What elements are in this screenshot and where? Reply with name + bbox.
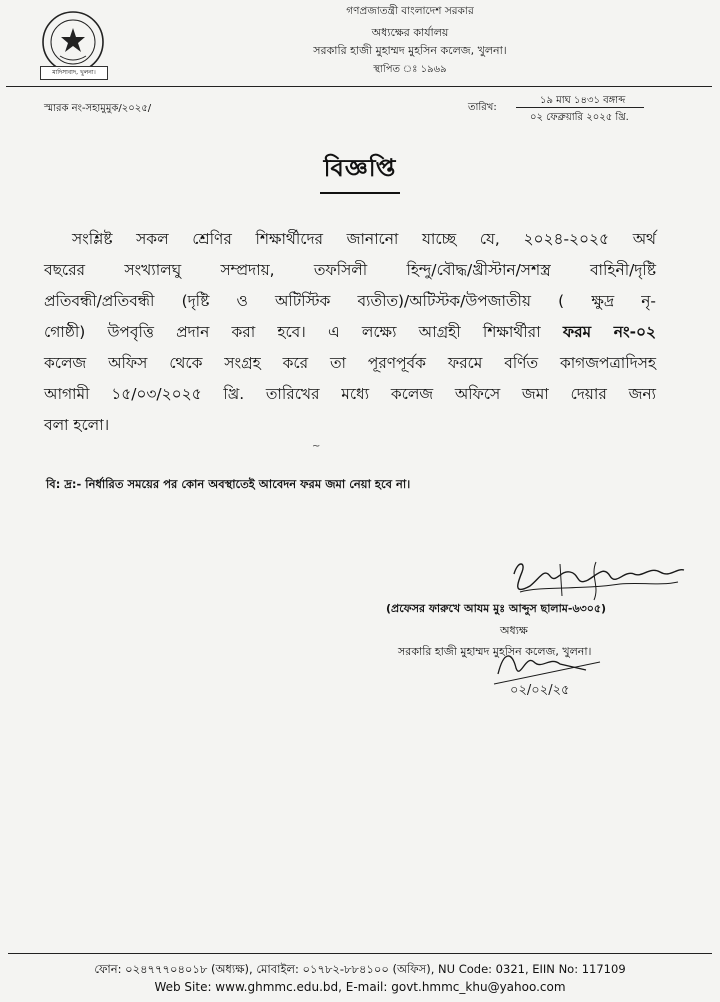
- date-label: তারিখ:: [468, 102, 497, 113]
- header-divider: [6, 86, 712, 87]
- principal-role: অধ্যক্ষ: [500, 624, 528, 637]
- footer-web: Web Site: www.ghmmc.edu.bd, E-mail: govt.hmmc_khu@yahoo.com: [154, 980, 566, 994]
- body-line-text: গোষ্ঠী) উপবৃত্তি প্রদান করা হবে। এ লক্ষ্যে আগ্রহী শিক্ষার্থীরা: [44, 323, 541, 341]
- memo-reference: স্মারক নং-সহামুমুক/২০২৫/: [44, 103, 152, 114]
- body-line: [44, 317, 656, 348]
- body-line: কলেজ অফিস থেকে সংগ্রহ করে তা পূরণপূর্বক ফরমে বর্ণিত কাগজপত্রাদিসহ: [44, 354, 656, 372]
- special-note: বি: দ্র:- নির্ধারিত সময়ের পর কোন অবস্থাতেই আবেদন ফরম জমা নেয়া হবে না।: [46, 477, 411, 491]
- initials-date: ০২/০২/২৫: [510, 683, 570, 698]
- body-line: বলা হলো।: [44, 416, 110, 434]
- date-bangla: ১৯ মাঘ ১৪৩১ বঙ্গাব্দ: [540, 95, 626, 106]
- footer-contact: ফোন: ০২৪৭৭৭০৪০১৮ (অধ্যক্ষ), মোবাইল: ০১৭৮২-৮৮৪১০০ (অফিস), NU Code: 0321, EIIN No: 117109: [94, 962, 626, 976]
- initials-stamp-icon: [490, 640, 610, 700]
- body-line: প্রতিবন্ধী/প্রতিবন্ধী (দৃষ্টি ও অটিস্টিক ব্যতীত)/অটিস্টক/উপজাতীয় ( ক্ষুদ্র নৃ-: [44, 292, 656, 310]
- notice-body: [44, 224, 656, 441]
- date-divider: [516, 107, 644, 108]
- principal-name: (প্রফেসর ফারুখে আযম মুঃ আব্দুস ছালাম-৬৩০৫): [386, 602, 607, 615]
- office-title: অধ্যক্ষের কার্যালয়: [371, 26, 449, 39]
- logo-caption: মাদিসাবাদ, খুলনা।: [40, 66, 108, 80]
- notice-title: [0, 150, 720, 194]
- body-line: সংশ্লিষ্ট সকল শ্রেণির শিক্ষার্থীদের জানানো যাচ্ছে যে, ২০২৪-২০২৫ অর্থ: [72, 230, 656, 248]
- government-title: গণপ্রজাতন্ত্রী বাংলাদেশ সরকার: [346, 5, 474, 17]
- notice-title-text: বিজ্ঞপ্তি: [320, 150, 401, 194]
- college-name: সরকারি হাজী মুহাম্মদ মুহসিন কলেজ, খুলনা।: [313, 44, 507, 57]
- date-english: ০২ ফেব্রুয়ারি ২০২৫ খ্রি.: [530, 112, 629, 123]
- footer-divider: [8, 953, 712, 954]
- form-number: ফরম নং-০২: [562, 323, 656, 341]
- body-line: বছরের সংখ্যালঘু সম্প্রদায়, তফসিলী হিন্দু/বৌদ্ধ/খ্রীস্টান/সশস্ত্র বাহিনী/দৃষ্টি: [44, 261, 656, 279]
- established-year: স্থাপিত ঃ ১৯৬৯: [373, 64, 447, 75]
- stray-mark: ~: [312, 441, 321, 452]
- signature-college: সরকারি হাজী মুহাম্মদ মুহসিন কলেজ, খুলনা।: [398, 645, 592, 658]
- body-line: আগামী ১৫/০৩/২০২৫ খ্রি. তারিখের মধ্যে কলেজ অফিসে জমা দেয়ার জন্য: [44, 385, 656, 403]
